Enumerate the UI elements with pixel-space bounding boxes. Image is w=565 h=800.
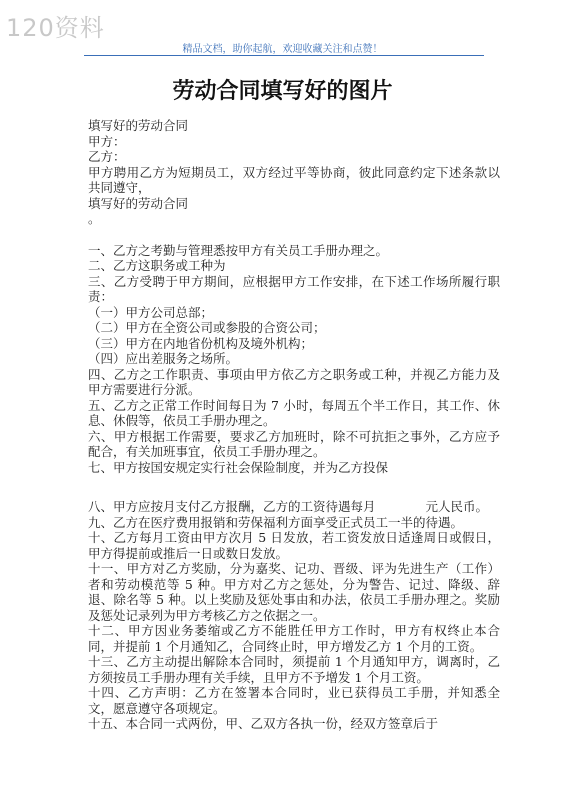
header-rule — [84, 55, 484, 56]
clause-paragraph: 三、乙方受聘于甲方期间，应根据甲方工作安排，在下述工作场所履行职责： — [88, 273, 500, 304]
clauses-section-1 — [88, 243, 500, 476]
clause-paragraph: 六、甲方根据工作需要，要求乙方加班时，除不可抗拒之事外，乙方应予配合，有关加班事宜，依员工手册办理之。 — [88, 428, 500, 459]
header-slogan: 精品文档，助你起航，欢迎收藏关注和点赞！ — [182, 44, 383, 55]
clause-paragraph: 四、乙方之工作职责、事项由甲方依乙方之职务或工种，并视乙方能力及甲方需要进行分派。 — [88, 366, 500, 397]
clause-paragraph: 八、甲方应按月支付乙方报酬，乙方的工资待遇每月 元人民币。 — [88, 499, 489, 514]
intro-line: 乙方： — [88, 149, 126, 164]
clause-paragraph: 十三、乙方主动提出解除本合同时，须提前 1 个月通知甲方，调离时，乙方须按员工手册办理有关手续，且甲方不予增发 1 个月工资。 — [88, 654, 500, 685]
clause-paragraph: （四）应出差服务之场所。 — [88, 351, 239, 366]
page-title: 劳动合同填写好的图片 — [172, 78, 393, 104]
clause-paragraph: 二、乙方这职务或工种为 — [88, 258, 226, 273]
clauses-section-2 — [88, 499, 500, 732]
clause-paragraph: 一、乙方之考勤与管理悉按甲方有关员工手册办理之。 — [88, 242, 389, 258]
clause-paragraph: （一）甲方公司总部； — [88, 304, 214, 320]
clause-paragraph: 十二、甲方因业务萎缩或乙方不能胜任甲方工作时，甲方有权终止本合同，并提前 1 个月通知乙，合同终止时，甲方增发乙方 1 个月的工资。 — [88, 623, 500, 654]
intro-line: 。 — [88, 211, 101, 226]
spacer — [88, 227, 500, 243]
clause-paragraph: 七、甲方按国安规定实行社会保险制度，并为乙方投保 — [88, 459, 389, 475]
intro-line: 甲方聘用乙方为短期员工，双方经过平等协商，彼此同意约定下述条款以共同遵守， — [88, 164, 500, 195]
clause-paragraph: （二）甲方在全资公司或参股的合资公司； — [88, 320, 326, 335]
intro-line: 填写好的劳动合同 — [88, 195, 189, 211]
intro-line: 填写好的劳动合同 — [88, 118, 189, 133]
intro-section — [88, 118, 500, 227]
clause-paragraph: 十、乙方每月工资由甲方次月 5 日发放，若工资发放日适逢周日或假日，甲方得提前或推后一日或数日发放。 — [88, 530, 500, 561]
watermark-logo: 120资料 — [6, 14, 105, 42]
intro-line: 甲方： — [88, 133, 126, 149]
clause-paragraph: （三）甲方在内地省份机构及境外机构； — [88, 335, 314, 351]
clause-paragraph: 十一、甲方对乙方奖励，分为嘉奖、记功、晋级、评为先进生产（工作）者和劳动模范等 5 种。甲方对乙方之惩处，分为警告、记过、降级、辞退、除名等 5 种。以上奖励及惩处事由和办法，依员工手册办理之。奖励及惩处记录列为甲方考核乙方之依据之一。 — [88, 561, 500, 623]
clause-paragraph: 九、乙方在医疗费用报销和劳保福利方面享受正式员工一半的待遇。 — [88, 514, 464, 530]
clause-paragraph: 五、乙方之正常工作时间每日为 7 小时，每周五个半工作日，其工作、休息、休假等，依员工手册办理之。 — [88, 397, 500, 428]
clause-paragraph: 十四、乙方声明：乙方在签署本合同时，业已获得员工手册，并知悉全文，愿意遵守各项规定。 — [88, 685, 500, 716]
document-body — [88, 118, 500, 732]
clause-paragraph: 十五、本合同一式两份，甲、乙双方各执一份，经双方签章后于 — [88, 716, 439, 731]
spacer — [88, 475, 500, 499]
